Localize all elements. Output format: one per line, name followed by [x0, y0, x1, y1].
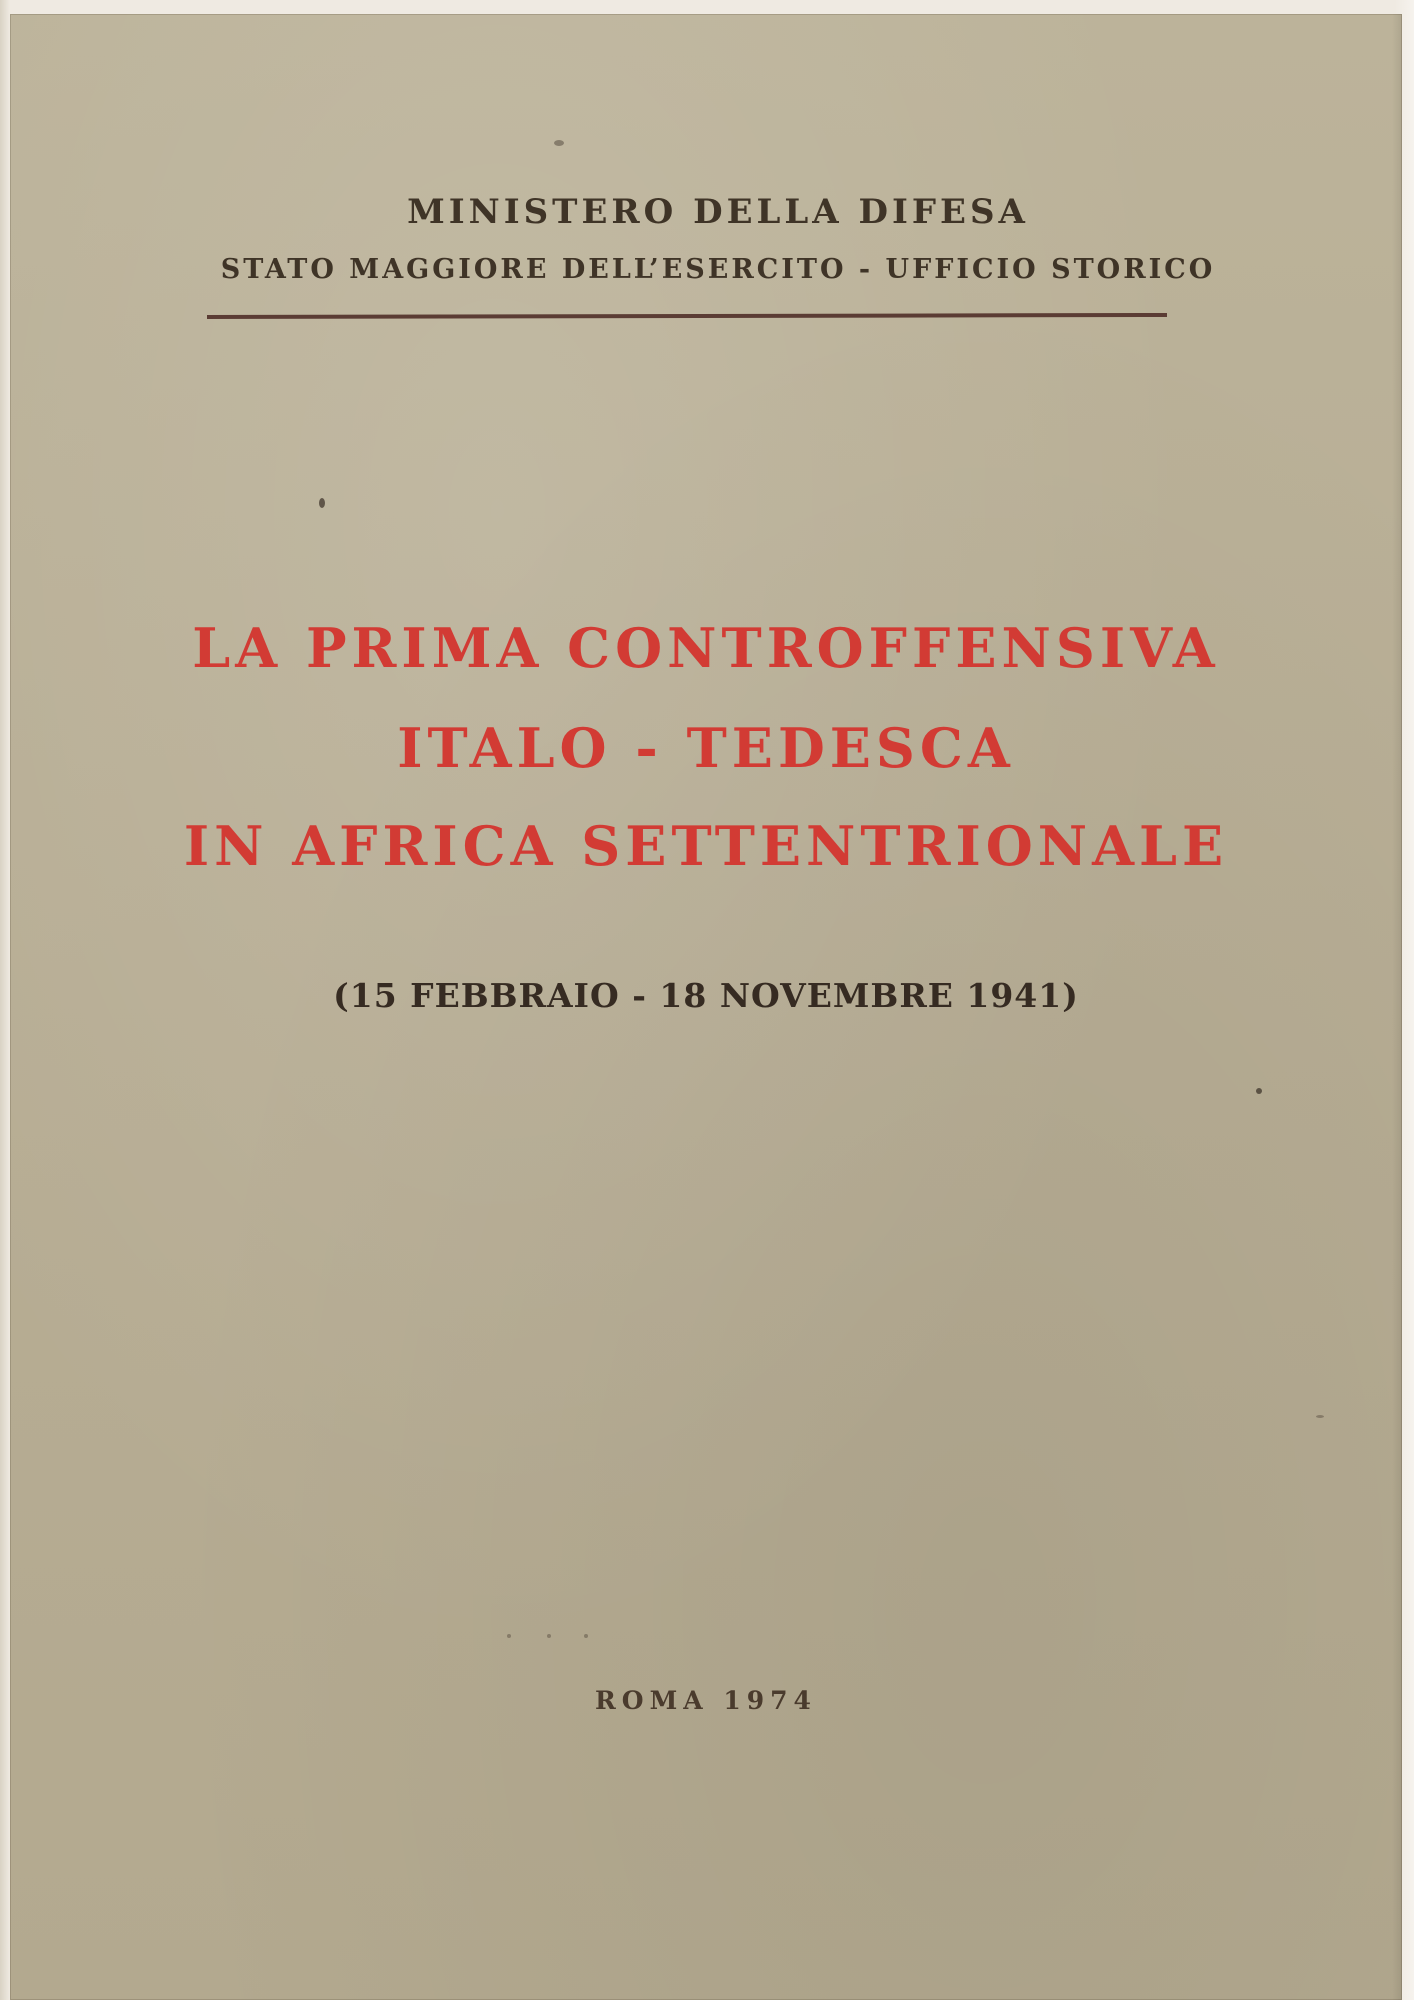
office-subheading: STATO MAGGIORE DELL’ESERCITO - UFFICIO STORICO: [220, 254, 1216, 285]
paper-speck: [1316, 1415, 1324, 1418]
header-rule-divider: [207, 313, 1167, 319]
book-cover: [10, 14, 1402, 2000]
paper-speck: [554, 140, 564, 146]
paper-speck: [584, 1634, 588, 1638]
title-line-1: LA PRIMA CONTROFFENSIVA: [192, 616, 1220, 680]
ministry-heading: MINISTERO DELLA DIFESA: [407, 192, 1029, 232]
paper-speck: [319, 498, 325, 508]
title-line-3: IN AFRICA SETTENTRIONALE: [183, 814, 1229, 878]
paper-speck: [547, 1634, 551, 1638]
publication-place-year: ROMA 1974: [595, 1686, 817, 1715]
paper-speck: [507, 1634, 511, 1638]
date-range: (15 FEBBRAIO - 18 NOVEMBRE 1941): [333, 976, 1079, 1015]
paper-speck: [1256, 1088, 1262, 1094]
title-line-2: ITALO - TEDESCA: [397, 716, 1015, 780]
